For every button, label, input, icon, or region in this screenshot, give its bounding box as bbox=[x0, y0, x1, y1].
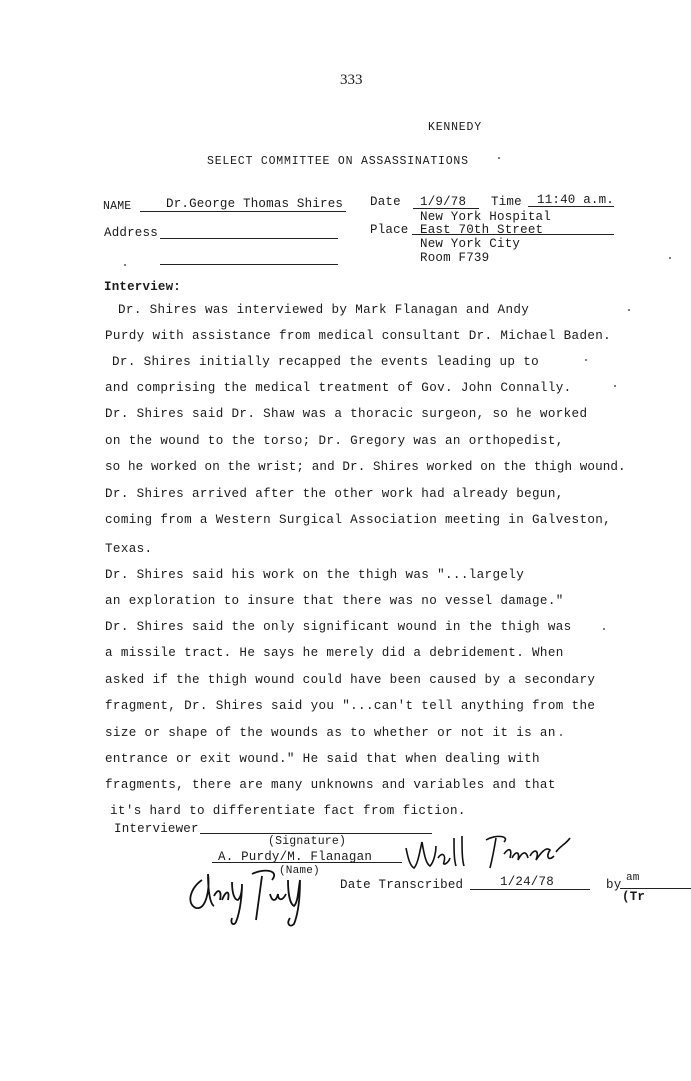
body-line: Dr. Shires said his work on the thigh was "...largely bbox=[105, 568, 525, 582]
interviewer-label: Interviewer bbox=[114, 822, 199, 836]
by-underline bbox=[620, 888, 691, 889]
page-number: 333 bbox=[340, 72, 363, 88]
name-caption: (Name) bbox=[279, 865, 320, 877]
body-line: Dr. Shires initially recapped the events leading up to bbox=[112, 355, 540, 369]
place-line-2: East 70th Street bbox=[420, 223, 544, 237]
body-line: a missile tract. He says he merely did a debridement. When bbox=[105, 646, 564, 660]
purdy-signature bbox=[180, 860, 330, 930]
address-underline-2 bbox=[160, 264, 338, 265]
name-label: NAME bbox=[103, 200, 132, 213]
time-label: Time bbox=[491, 195, 522, 209]
scan-speck bbox=[498, 157, 500, 159]
body-line: fragments, there are many unknowns and variables and that bbox=[105, 778, 556, 792]
by-label: by bbox=[606, 878, 622, 892]
interviewer-underline bbox=[200, 833, 432, 834]
date-transcribed-label: Date Transcribed bbox=[340, 878, 464, 892]
date-value: 1/9/78 bbox=[420, 195, 467, 209]
series-title: KENNEDY bbox=[428, 121, 482, 134]
scan-speck bbox=[124, 264, 126, 266]
body-line: asked if the thigh wound could have been caused by a secondary bbox=[105, 673, 596, 687]
body-line: so he worked on the wrist; and Dr. Shires worked on the thigh wound. bbox=[105, 460, 626, 474]
place-line-1: New York Hospital bbox=[420, 210, 551, 224]
body-line: entrance or exit wound." He said that when dealing with bbox=[105, 752, 540, 766]
signature-caption: (Signature) bbox=[268, 835, 347, 848]
scan-speck bbox=[560, 734, 562, 736]
flanagan-signature bbox=[400, 828, 580, 878]
date-underline bbox=[413, 208, 479, 209]
address-underline-1 bbox=[160, 238, 338, 239]
time-value: 11:40 a.m. bbox=[537, 193, 615, 207]
name-value: Dr.George Thomas Shires bbox=[166, 197, 344, 211]
name-underline bbox=[140, 211, 346, 212]
scan-speck bbox=[585, 359, 587, 361]
body-line: an exploration to insure that there was no vessel damage." bbox=[105, 594, 564, 608]
place-label: Place bbox=[370, 223, 409, 237]
body-line: Dr. Shires said the only significant wound in the thigh was bbox=[105, 620, 572, 634]
date-label: Date bbox=[370, 195, 401, 209]
date-transcribed-underline bbox=[470, 889, 590, 890]
time-underline bbox=[528, 206, 614, 207]
interviewer-names: A. Purdy/M. Flanagan bbox=[218, 850, 373, 864]
place-line-3: New York City bbox=[420, 237, 521, 251]
scan-speck bbox=[628, 309, 630, 311]
committee-title: SELECT COMMITTEE ON ASSASSINATIONS bbox=[207, 155, 469, 168]
body-line: Purdy with assistance from medical consultant Dr. Michael Baden. bbox=[105, 329, 612, 343]
body-line: fragment, Dr. Shires said you "...can't tell anything from the bbox=[105, 699, 596, 713]
body-line: Dr. Shires was interviewed by Mark Flanagan and Andy bbox=[118, 303, 530, 317]
interview-label: Interview: bbox=[104, 280, 182, 294]
body-line: Dr. Shires said Dr. Shaw was a thoracic surgeon, so he worked bbox=[105, 407, 588, 421]
body-line: and comprising the medical treatment of Gov. John Connally. bbox=[105, 381, 572, 395]
body-line: on the wound to the torso; Dr. Gregory was an orthopedist, bbox=[105, 434, 564, 448]
body-line: Texas. bbox=[105, 542, 153, 556]
scan-speck bbox=[614, 385, 616, 387]
scan-speck bbox=[603, 628, 605, 630]
body-line: coming from a Western Surgical Association meeting in Galveston, bbox=[105, 513, 612, 527]
body-line: size or shape of the wounds as to whether or not it is an bbox=[105, 726, 556, 740]
place-line-4: Room F739 bbox=[420, 251, 490, 265]
typist-caption: (Tr bbox=[622, 890, 646, 904]
body-line: Dr. Shires arrived after the other work had already begun, bbox=[105, 487, 564, 501]
body-line: it's hard to differentiate fact from fiction. bbox=[110, 804, 466, 818]
date-transcribed-value: 1/24/78 bbox=[500, 875, 554, 889]
by-value: am bbox=[626, 872, 640, 884]
scan-speck bbox=[669, 257, 671, 259]
place-underline bbox=[412, 234, 614, 235]
address-label: Address bbox=[104, 226, 158, 240]
